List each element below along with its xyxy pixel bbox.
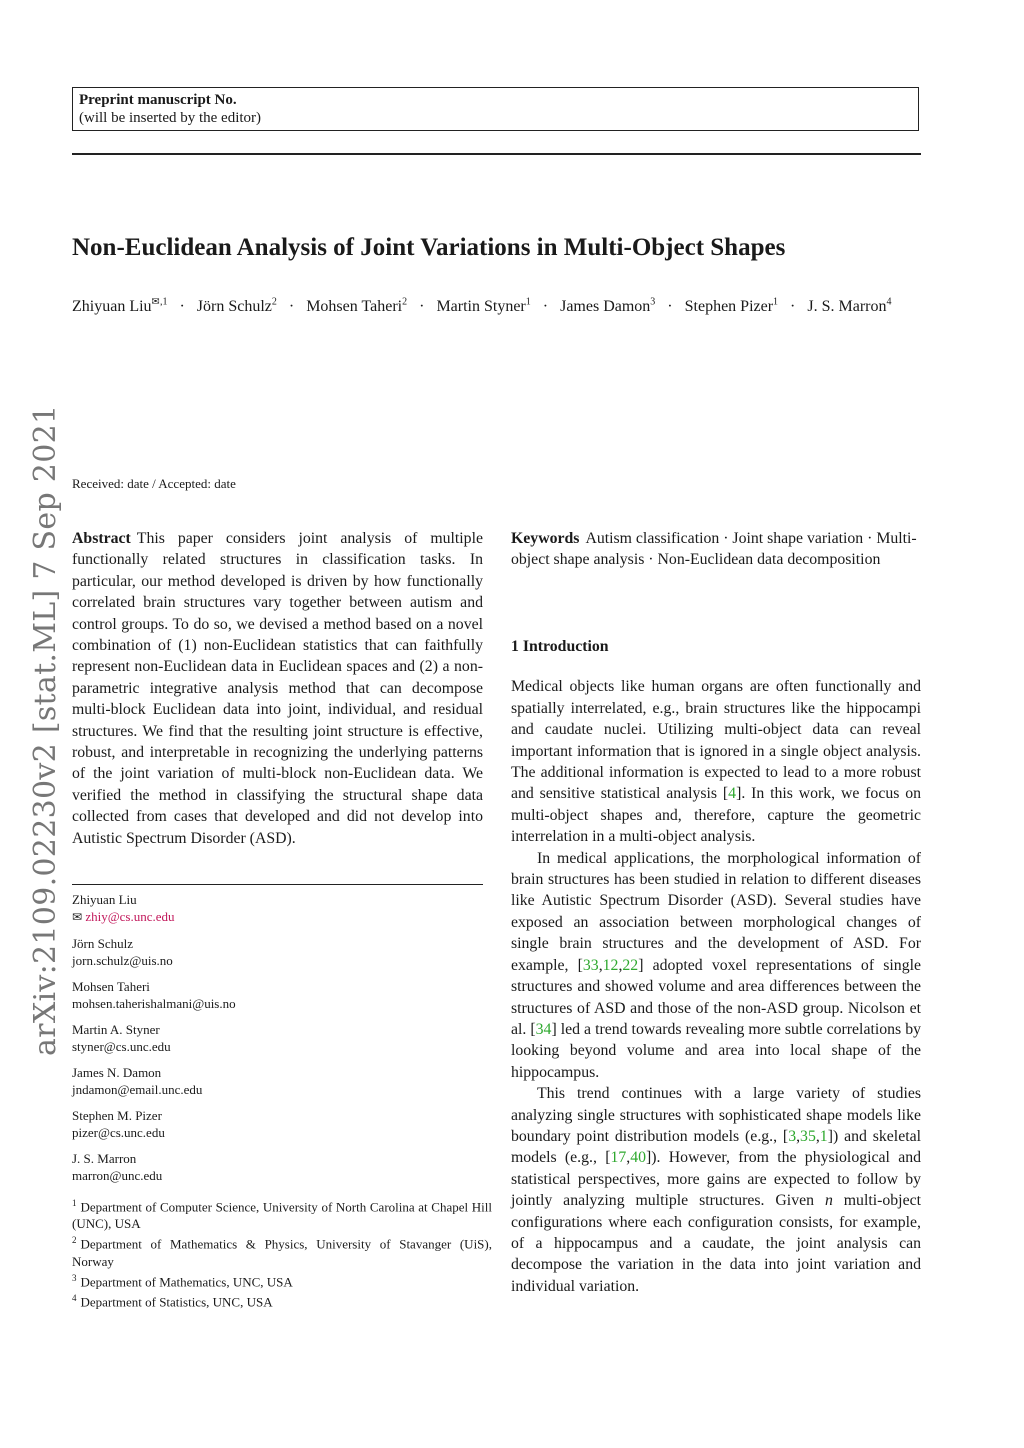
contact-entry bbox=[72, 978, 492, 1012]
editor-note: (will be inserted by the editor) bbox=[79, 110, 262, 126]
keywords-text: Autism classification · Joint shape variation · Multi-object shape analysis · Non-Euclidean data decomposition bbox=[511, 530, 917, 569]
editor-header-box bbox=[72, 87, 919, 131]
abstract-text: This paper considers joint analysis of multiple functionally related structures in classification tasks. In particular, our method developed is driven by how functionally correlated brain structures vary together between autism and control groups. To do so, we devised a method based on a novel combination of (1) non-Euclidean statistics that can faithfully represent non-Euclidean data in Euclidean spaces and (2) a non-parametric integrative analysis method that can decompose multi-block Euclidean data into joint, individual, and residual structures. We find that the resulting joint structure is effective, robust, and interpretable in recognizing the underlying patterns of the joint variation of multi-block non-Euclidean data. We verified the method in classifying the structural shape data collected from cases that developed and did not develop into Autistic Spectrum Disorder (ASD). bbox=[72, 530, 483, 847]
author-separator: · bbox=[542, 298, 549, 316]
contact-entry bbox=[72, 1107, 492, 1141]
citation-link[interactable]: 35 bbox=[800, 1127, 816, 1145]
author: Stephen Pizer$^1$ bbox=[684, 297, 779, 316]
affiliation: $^2$ Department of Mathematics & Physics, University of Stavanger (UiS), Norway bbox=[72, 1235, 492, 1269]
keywords bbox=[511, 528, 921, 571]
paragraph: This trend continues with a large variety of studies analyzing single structures with sophisticated shape models like boundary point distribution models (e.g., [3,35,1]) and skeletal models (e.g., [17,40]). However, from the physiological and statistical perspectives, more gains are expected to follow by jointly analyzing multiple structures. Given n multi-object configurations where each configuration consists, for example, of a hippocampus and a caudate, the joint analysis can decompose the variation in the data into joint variation and individual variation. bbox=[511, 1085, 922, 1295]
author-separator: · bbox=[790, 298, 796, 316]
citation-link[interactable]: 22 bbox=[622, 956, 639, 974]
author-list bbox=[72, 292, 952, 318]
contact-name: Stephen M. Pizer bbox=[72, 1108, 162, 1123]
envelope-icon: ✉ bbox=[151, 297, 160, 308]
affiliation-list bbox=[72, 1195, 492, 1310]
citation-link[interactable]: 33 bbox=[582, 956, 599, 974]
citation-link[interactable]: 17 bbox=[610, 1149, 627, 1167]
author: J. S. Marron$^4$ bbox=[807, 297, 892, 316]
contact-entry bbox=[72, 1021, 492, 1055]
contact-email: jorn.schulz@uis.no bbox=[72, 953, 173, 968]
citation-link[interactable]: 3 bbox=[788, 1127, 797, 1145]
section-heading: 1 Introduction bbox=[511, 638, 609, 655]
contact-email: mohsen.taherishalmani@uis.no bbox=[72, 996, 236, 1011]
author: James Damon$^3$ bbox=[560, 297, 656, 316]
contact-name: Jörn Schulz bbox=[72, 936, 134, 951]
contact-email: jndamon@email.unc.edu bbox=[72, 1082, 203, 1097]
contact-name: James N. Damon bbox=[72, 1065, 162, 1080]
preprint-label: Preprint manuscript No. bbox=[79, 92, 237, 108]
author: Mohsen Taheri$^2$ bbox=[306, 297, 408, 316]
contact-email: styner@cs.unc.edu bbox=[72, 1039, 171, 1054]
contact-entry bbox=[72, 1064, 492, 1098]
contact-entry bbox=[72, 891, 492, 926]
author-separator: · bbox=[419, 298, 425, 316]
author: Martin Styner$^1$ bbox=[436, 297, 531, 316]
affiliation: $^1$ Department of Computer Science, University of North Carolina at Chapel Hill (UNC), USA bbox=[72, 1198, 492, 1232]
author-separator: · bbox=[179, 298, 185, 316]
abstract-label: Abstract bbox=[72, 530, 131, 547]
contact-email: marron@unc.edu bbox=[72, 1168, 163, 1183]
author: Jörn Schulz$^2$ bbox=[196, 297, 277, 316]
contact-email: pizer@cs.unc.edu bbox=[72, 1125, 165, 1140]
keywords-label: Keywords bbox=[511, 530, 580, 547]
contact-name: Mohsen Taheri bbox=[72, 979, 150, 994]
citation-link[interactable]: 1 bbox=[819, 1127, 828, 1145]
paper-title: Non-Euclidean Analysis of Joint Variations in Multi-Object Shapes bbox=[72, 234, 786, 261]
email-link[interactable]: zhiy@cs.unc.edu bbox=[85, 909, 175, 924]
abstract bbox=[72, 528, 483, 849]
author: Zhiyuan Liu$^{✉,1}$ bbox=[72, 297, 168, 316]
contact-name: Zhiyuan Liu bbox=[72, 892, 137, 907]
author-separator: · bbox=[667, 298, 673, 316]
footnote-rule bbox=[72, 884, 483, 885]
contact-name: Martin A. Styner bbox=[72, 1022, 160, 1037]
citation-link[interactable]: 34 bbox=[535, 1020, 552, 1038]
paragraph: In medical applications, the morphological information of brain structures has been studied in relation to different diseases like Autistic Spectrum Disorder (ASD). Several studies have exposed an association between morphological changes of single brain structures and the development of ASD. For example, [33,12,22] adopted voxel representations of single structures and showed volume and area differences between the structures of ASD and those of the non-ASD group. Nicolson et al. [34] led a trend towards revealing more subtle correlations by looking beyond volume and area into local shape of the hippocampus. bbox=[511, 849, 922, 1081]
contact-name: J. S. Marron bbox=[72, 1151, 137, 1166]
citation-link[interactable]: 40 bbox=[630, 1149, 647, 1167]
citation-link[interactable]: 12 bbox=[602, 956, 619, 974]
header-rule bbox=[72, 153, 921, 155]
paragraph: Medical objects like human organs are often functionally and spatially interrelated, e.g., brain structures like the hippocampi and caudate nuclei. Utilizing multi-object data can reveal important information that is ignored in a single object analysis. The additional information is expected to lead to a more robust and sensitive statistical analysis [4]. In this work, we focus on multi-object shapes and, therefore, capture the geometric interrelation in a multi-object analysis. bbox=[511, 678, 921, 846]
received-date: Received: date / Accepted: date bbox=[72, 476, 236, 491]
author-separator: · bbox=[288, 298, 295, 316]
envelope-icon: ✉ bbox=[72, 910, 83, 924]
contact-entry bbox=[72, 1150, 492, 1184]
affiliation: $^3$ Department of Mathematics, UNC, USA bbox=[72, 1272, 293, 1289]
citation-link[interactable]: 4 bbox=[728, 785, 737, 803]
author-contacts bbox=[72, 891, 492, 1310]
arxiv-identifier: arXiv:2109.02230v2 [stat.ML] 7 Sep 2021 bbox=[28, 404, 63, 1056]
contact-entry bbox=[72, 935, 492, 969]
affiliation: $^4$ Department of Statistics, UNC, USA bbox=[72, 1292, 273, 1310]
introduction-section bbox=[511, 636, 921, 1297]
